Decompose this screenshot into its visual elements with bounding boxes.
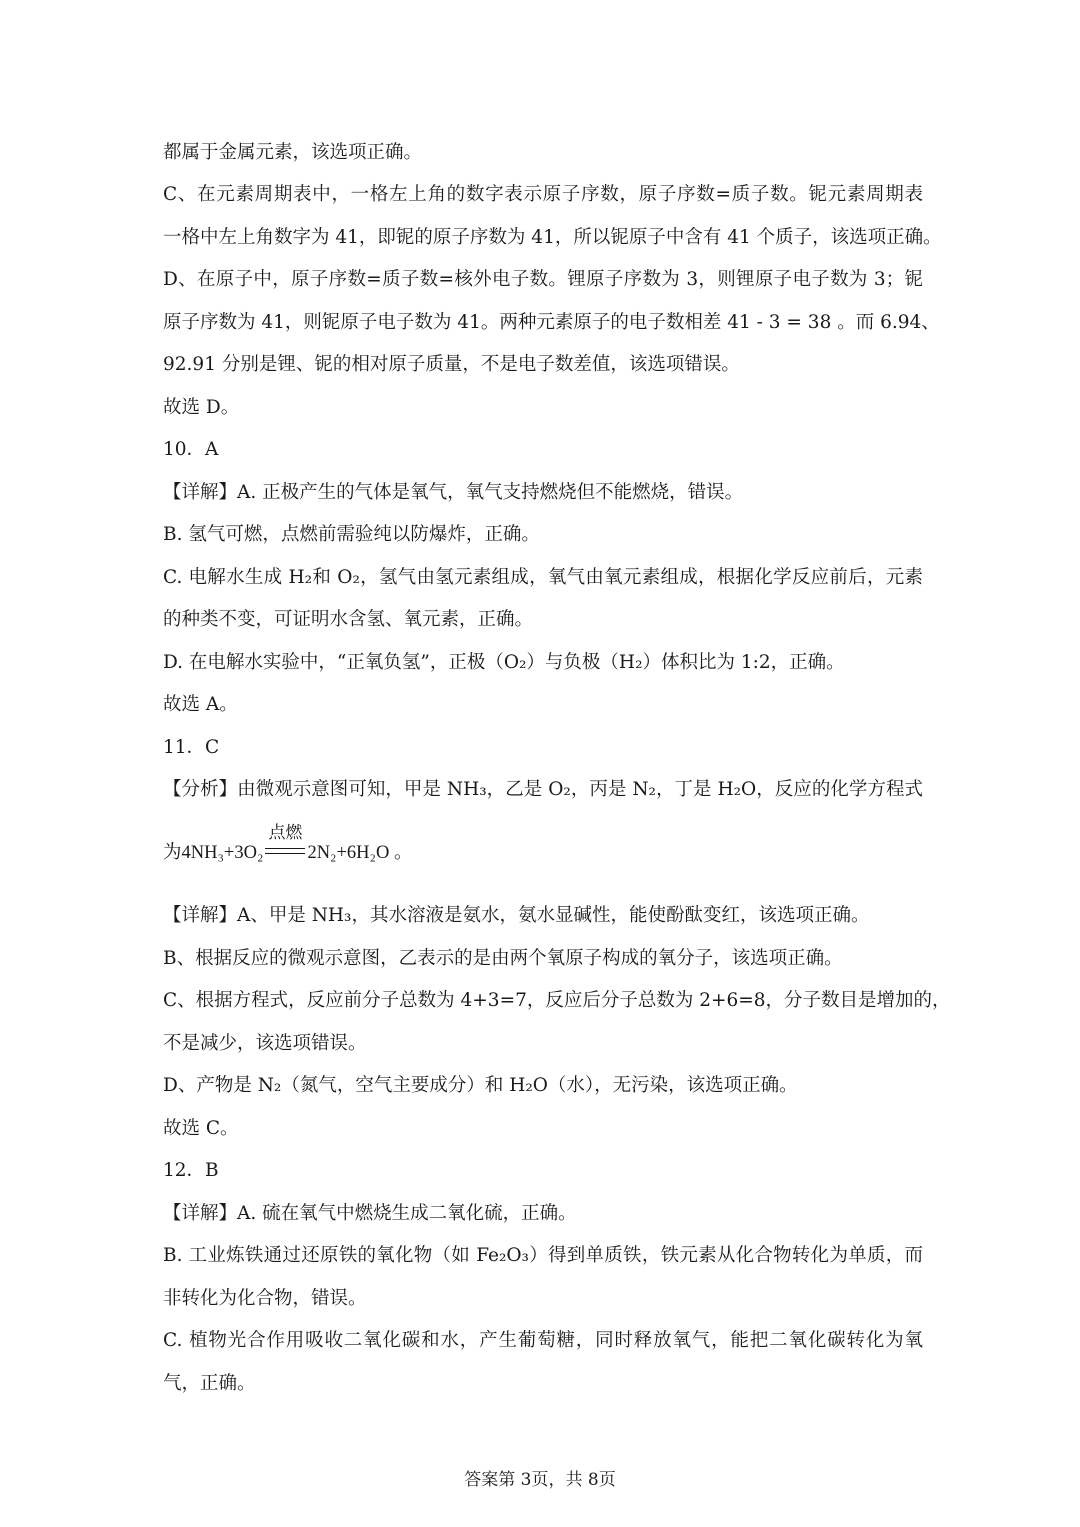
equation-suffix: 。 <box>393 843 413 863</box>
question-number: 11．C <box>163 737 220 758</box>
page-footer: 答案第 3页，共 8页 <box>464 1470 616 1490</box>
text-line: B. 氢气可燃，点燃前需验纯以防爆炸，正确。 <box>163 524 540 545</box>
text-line: 气，正确。 <box>163 1373 256 1394</box>
text-line: C、在元素周期表中，一格左上角的数字表示原子序数，原子序数=质子数。铌元素周期表 <box>163 184 923 205</box>
text-line: B. 工业炼铁通过还原铁的氧化物（如 Fe₂O₃）得到单质铁，铁元素从化合物转化为单质，而 <box>163 1245 923 1266</box>
text-line: D、产物是 N₂（氮气，空气主要成分）和 H₂O（水），无污染，该选项正确。 <box>163 1075 798 1096</box>
text-line: C、根据方程式，反应前分子总数为 4+3=7，反应后分子总数为 2+6=8，分子数目是增加的， <box>163 990 951 1011</box>
text-line: 故选 D。 <box>163 397 240 418</box>
text-line: 【详解】A、甲是 NH₃，其水溶液是氨水，氨水显碱性，能使酚酞变红，该选项正确。 <box>163 905 870 926</box>
question-number: 12．B <box>163 1160 219 1181</box>
text-line: 非转化为化合物，错误。 <box>163 1288 367 1309</box>
text-line: 【分析】由微观示意图可知，甲是 NH₃，乙是 O₂，丙是 N₂，丁是 H₂O，反应的化学方程式 <box>163 779 923 800</box>
text-line: 的种类不变，可证明水含氢、氧元素，正确。 <box>163 609 534 630</box>
text-line: D、在原子中，原子序数=质子数=核外电子数。锂原子序数为 3，则锂原子电子数为 3；铌 <box>163 269 923 290</box>
condition-label: 点燃 <box>268 823 303 843</box>
text-line: 故选 A。 <box>163 694 238 715</box>
text-line: 92.91 分别是锂、铌的相对原子质量，不是电子数差值，该选项错误。 <box>163 354 740 375</box>
text-line: 一格中左上角数字为 41，即铌的原子序数为 41，所以铌原子中含有 41 个质子，该选项正确。 <box>163 227 942 248</box>
question-number: 10．A <box>163 439 219 460</box>
text-line: 都属于金属元素，该选项正确。 <box>163 142 423 163</box>
equation-prefix: 为 <box>163 843 182 863</box>
text-line: C. 电解水生成 H₂和 O₂，氢气由氢元素组成，氧气由氧元素组成，根据化学反应前后，元素 <box>163 567 923 588</box>
reaction-condition <box>263 823 307 864</box>
text-line: D. 在电解水实验中，“正氧负氢”，正极（O₂）与负极（H₂）体积比为 1:2，正确。 <box>163 652 845 673</box>
text-line: B、根据反应的微观示意图，乙表示的是由两个氧原子构成的氧分子，该选项正确。 <box>163 948 843 969</box>
equation-reactants: 4NH₃+3O₂ <box>181 843 264 863</box>
text-line: 故选 C。 <box>163 1118 239 1139</box>
equation-products: 2N₂+6H₂O <box>307 843 390 863</box>
text-line: 【详解】A. 正极产生的气体是氧气，氧气支持燃烧但不能燃烧，错误。 <box>163 482 744 503</box>
text-line: 【详解】A. 硫在氧气中燃烧生成二氧化硫，正确。 <box>163 1203 577 1224</box>
equals-arrow <box>265 848 305 854</box>
text-line: C. 植物光合作用吸收二氧化碳和水，产生葡萄糖，同时释放氧气，能把二氧化碳转化为氧 <box>163 1330 923 1351</box>
text-line: 不是减少，该选项错误。 <box>163 1033 367 1054</box>
text-line: 原子序数为 41，则铌原子电子数为 41。两种元素原子的电子数相差 41 - 3 = 38 。而 6.94、 <box>163 312 940 333</box>
